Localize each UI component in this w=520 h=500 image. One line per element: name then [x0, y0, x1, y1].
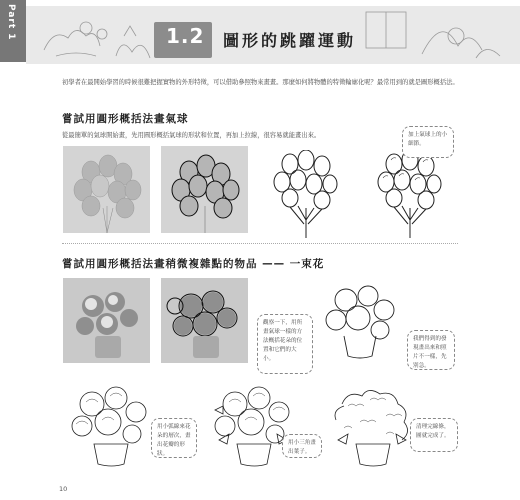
balloon-detailed-sketch [372, 150, 452, 240]
section1-body: 從最簡單的氣球開始畫，先用圓形概括氣球的形狀和位置，再加上拉線，很容易就能畫出來。 [62, 132, 321, 139]
section2-heading: 嘗試用圓形概括法畫稍微複雜點的物品 —— 一束花 [62, 258, 325, 270]
tip-bubble-balloon-details: 加上氣球上的小細節。 [402, 126, 454, 158]
chapter-title: 圖形的跳躍運動 [223, 31, 357, 50]
flower-photo-circled [161, 278, 248, 363]
flower-photo [63, 278, 150, 363]
tip-bubble-layer: 用小弧線來花朵的層次，畫出花瓣的形狀。 [151, 418, 197, 458]
page-number: 10 [59, 485, 68, 493]
tip-bubble-observe: 觀察一下，用所畫氣球一樣的方法概括花朵的位置和它們的大小。 [257, 314, 313, 374]
tip-bubble-shape: 我們得到的發現畫出來和照片不一樣，先別急。 [407, 330, 455, 370]
tip-bubble-done: 清理完線條，圖就完成了。 [410, 418, 458, 452]
balloon-photo [63, 146, 150, 233]
flower-sketch-step1 [66, 380, 158, 468]
section-divider [62, 243, 458, 244]
chapter-number: 1.2 [166, 24, 205, 48]
balloon-outline-sketch [268, 150, 348, 240]
part-tab [0, 0, 26, 62]
flower-circle-sketch [318, 280, 402, 362]
flower-sketch-final [326, 380, 422, 470]
chapter-header [26, 6, 520, 64]
intro-paragraph: 初學者在最開始學習的時候很難把握實物的外形特徵，可以借助參照物來畫畫。那麼如何將物體的特徵輪廓化呢？最常用到的就是圖形概括法。 [62, 79, 459, 86]
section1-heading: 嘗試用圓形概括法畫氣球 [62, 113, 189, 125]
tip-bubble-leaf: 用小三角畫出葉子。 [282, 434, 322, 458]
balloon-photo-circled [161, 146, 248, 233]
part-tab-label: Part 1 [6, 4, 16, 41]
